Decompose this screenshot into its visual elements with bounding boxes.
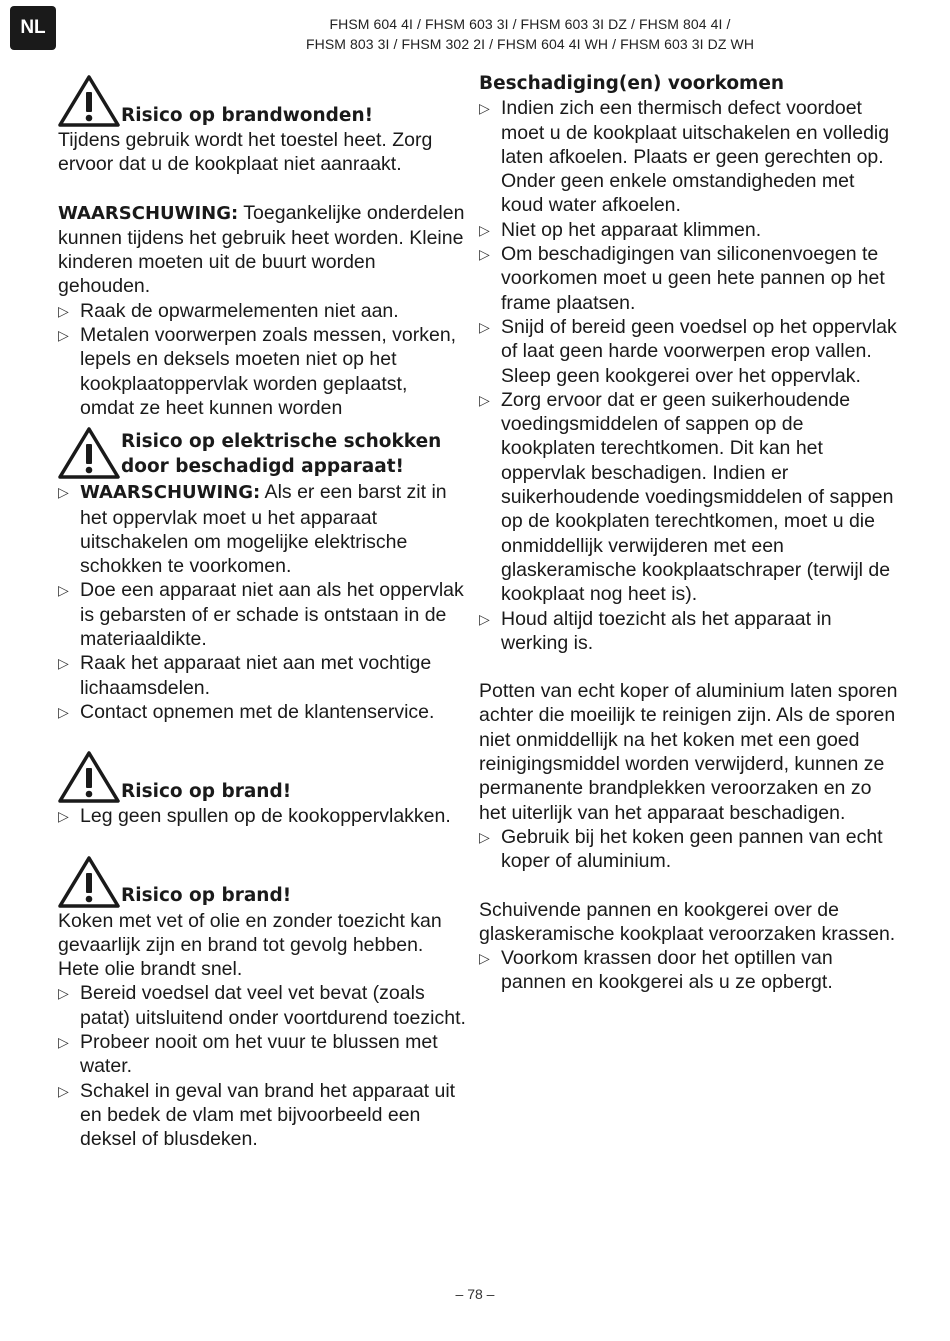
left-column [58, 72, 466, 1152]
shock-title-line-2: door beschadigd apparaat! [121, 455, 404, 477]
language-badge: NL [10, 6, 56, 50]
model-list-line-1: FHSM 604 4I / FHSM 603 3I / FHSM 603 3I DZ / FHSM 804 4I / [329, 16, 731, 32]
scratch-list [479, 946, 899, 995]
list-item: ▷ Gebruik bij het koken geen pannen van echt koper of aluminium. [479, 825, 899, 874]
fire-text: Koken met vet of olie en zonder toezicht kan gevaarlijk zijn en brand tot gevolg hebben. Hete olie brandt snel. [58, 909, 442, 981]
burns-warning [58, 201, 466, 299]
warning-label: WAARSCHUWING: [58, 202, 239, 224]
list-item: ▷ Om beschadigingen van siliconenvoegen te voorkomen moet u geen hete pannen op het frame plaatsen. [479, 242, 899, 315]
warning-text: Toegankelijke onderdelen kunnen tijdens het gebruik heet worden. Kleine kinderen moeten uit de buurt worden gehouden. [58, 201, 465, 298]
fire-warning-heading-2 [58, 853, 466, 909]
burns-text: Tijdens gebruik wordt het toestel heet. Zorg ervoor dat u de kookplaat niet aanraakt. [58, 129, 433, 176]
list-item: ▷ Metalen voorwerpen zoals messen, vorken, lepels en deksels moeten niet op het kookplaatoppervlak worden geplaatst, omdat ze heet kunnen worden [58, 323, 466, 420]
fire-list-2 [58, 981, 466, 1151]
list-item: ▷ Voorkom krassen door het optillen van pannen en kookgerei als u ze opbergt. [479, 946, 899, 995]
damage-list [479, 96, 899, 655]
warning-text: Als er een barst zit in het oppervlak moet u het apparaat uitschakelen om mogelijke elektrische schokken te voorkomen. [80, 481, 447, 578]
list-item: ▷ Houd altijd toezicht als het apparaat in werking is. [479, 607, 899, 656]
shock-list [58, 480, 466, 724]
warning-label: WAARSCHUWING: [80, 482, 261, 504]
list-item: ▷ Bereid voedsel dat veel vet bevat (zoals patat) uitsluitend onder voortdurend toezicht. [58, 981, 466, 1030]
list-item: ▷ Raak de opwarmelementen niet aan. [58, 299, 466, 323]
page-number: – 78 – [455, 1286, 495, 1302]
list-item [58, 480, 466, 578]
fire-title-2: Risico op brand! [121, 885, 292, 907]
model-list-line-2: FHSM 803 3I / FHSM 302 2I / FHSM 604 4I WH / FHSM 603 3I DZ WH [305, 36, 755, 52]
list-item: ▷ Niet op het apparaat klimmen. [479, 218, 899, 242]
warning-triangle-icon [58, 74, 120, 128]
list-item: ▷ Contact opnemen met de klantenservice. [58, 700, 466, 724]
list-item: ▷ Schakel in geval van brand het apparaat uit en bedek de vlam met bijvoorbeeld een deksel of blusdeken. [58, 1079, 466, 1152]
list-item: ▷ Snijd of bereid geen voedsel op het oppervlak of laat geen harde voorwerpen erop vallen. Sleep geen kookgerei over het oppervlak. [479, 315, 899, 388]
model-list [120, 14, 940, 54]
copper-list [479, 825, 899, 874]
shock-title-line-1: Risico op elektrische schokken [121, 431, 442, 453]
list-item: ▷ Leg geen spullen op de kookoppervlakken. [58, 804, 466, 828]
fire-title-1: Risico op brand! [121, 780, 292, 802]
right-column [479, 72, 899, 995]
fire-list-1 [58, 804, 466, 828]
list-item: ▷ Doe een apparaat niet aan als het oppervlak is gebarsten of er schade is ontstaan in de materiaaldikte. [58, 578, 466, 651]
copper-text: Potten van echt koper of aluminium laten sporen achter die moeilijk te reinigen zijn. Als de sporen niet onmiddellijk na het koken met een goed reinigingsmiddel worden verwijderd, kunnen ze permanente brandplekken veroorzaken en zo het uiterlijk van het apparaat beschadigen. [479, 680, 898, 824]
fire-warning-heading-1 [58, 748, 466, 804]
warning-triangle-icon [58, 855, 120, 909]
list-item: ▷ Indien zich een thermisch defect voordoet moet u de kookplaat uitschakelen en volledig laten afkoelen. Plaats er geen gerechten op. Onder geen enkele omstandigheden met koud water afkoelen. [479, 96, 899, 217]
list-item: ▷ Probeer nooit om het vuur te blussen met water. [58, 1030, 466, 1079]
burns-title: Risico op brandwonden! [121, 104, 374, 126]
scratch-text: Schuivende pannen en kookgerei over de glaskeramische kookplaat veroorzaken krassen. [479, 898, 896, 945]
warning-triangle-icon [58, 426, 120, 480]
burns-list [58, 299, 466, 420]
list-item: ▷ Raak het apparaat niet aan met vochtige lichaamsdelen. [58, 651, 466, 700]
burns-warning-heading [58, 72, 466, 128]
shock-warning-heading [58, 430, 466, 480]
warning-triangle-icon [58, 750, 120, 804]
damage-title: Beschadiging(en) voorkomen [479, 73, 785, 94]
list-item: ▷ Zorg ervoor dat er geen suikerhoudende voedingsmiddelen of sappen op de kookplaten terechtkomen. Dit kan het oppervlak beschadigen. Indien er suikerhoudende voedingsmiddelen of sappen op de kookplaten terechtkomen, moet u die onmiddellijk verwijderen met een glaskeramische kookplaatschraper (terwijl de kookplaat nog heet is). [479, 388, 899, 607]
